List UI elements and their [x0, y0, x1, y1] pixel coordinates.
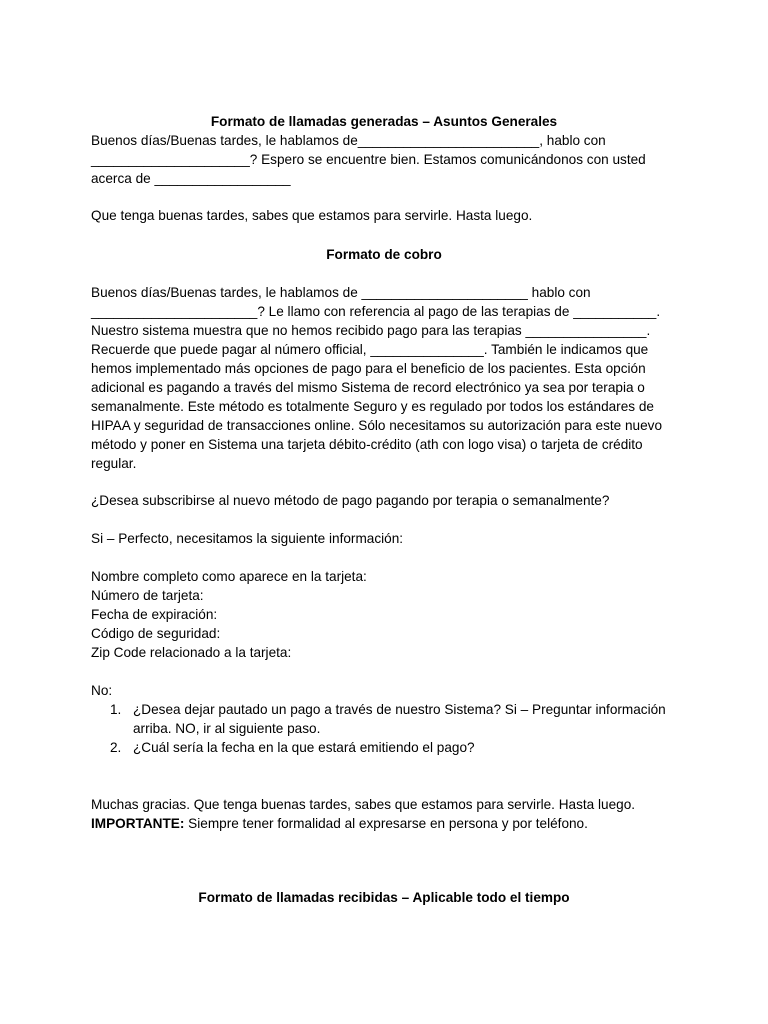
- field-label: Zip Code relacionado a la tarjeta:: [91, 645, 292, 660]
- paragraph-line: Buenos días/Buenas tardes, le hablamos de________________________, hablo con: [91, 133, 606, 148]
- thanks-line: Muchas gracias. Que tenga buenas tardes, sabes que estamos para servirle. Hasta luego.: [91, 797, 636, 812]
- closing-line: Que tenga buenas tardes, sabes que estamos para servirle. Hasta luego.: [91, 208, 533, 223]
- paragraph-line: Recuerde que puede pagar al número official, _______________. También le indicamos que: [91, 342, 649, 357]
- paragraph-line: regular.: [91, 456, 137, 471]
- yes-answer: Si – Perfecto, necesitamos la siguiente información:: [91, 531, 404, 546]
- list-number: 2.: [110, 740, 122, 755]
- field-label: Código de seguridad:: [91, 626, 221, 641]
- paragraph-line: adicional es pagando a través del mismo Sistema de record electrónico ya sea por terapia o: [91, 380, 645, 395]
- paragraph-line: Buenos días/Buenas tardes, le hablamos de ______________________ hablo con: [91, 285, 591, 300]
- important-text: Siempre tener formalidad al expresarse en persona y por teléfono.: [184, 816, 588, 831]
- no-label: No:: [91, 683, 113, 698]
- paragraph-line: ______________________? Le llamo con referencia al pago de las terapias de ___________.: [91, 304, 661, 319]
- list-item-text: arriba. NO, ir al siguiente paso.: [133, 721, 321, 736]
- list-item-text: ¿Cuál sería la fecha en la que estará emitiendo el pago?: [133, 740, 475, 755]
- list-item-text: ¿Desea dejar pautado un pago a través de nuestro Sistema? Si – Preguntar información: [133, 702, 666, 717]
- field-label: Número de tarjeta:: [91, 588, 204, 603]
- paragraph-line: Nuestro sistema muestra que no hemos recibido pago para las terapias ________________.: [91, 323, 651, 338]
- important-note: [91, 814, 588, 833]
- paragraph-line: acerca de __________________: [91, 171, 291, 186]
- paragraph-line: _____________________? Espero se encuentre bien. Estamos comunicándonos con usted: [91, 152, 646, 167]
- field-label: Fecha de expiración:: [91, 607, 218, 622]
- field-label: Nombre completo como aparece en la tarjeta:: [91, 569, 367, 584]
- list-number: 1.: [110, 702, 122, 717]
- paragraph-line: hemos implementado más opciones de pago para el beneficio de los pacientes. Esta opción: [91, 361, 646, 376]
- important-label: IMPORTANTE:: [91, 816, 185, 831]
- section-title-cobro: Formato de cobro: [326, 247, 442, 262]
- paragraph-line: semanalmente. Este método es totalmente Seguro y es regulado por todos los estándares de: [91, 399, 654, 414]
- paragraph-line: HIPAA y seguridad de transacciones online. Sólo necesitamos su autorización para este nuevo: [91, 418, 663, 433]
- subscription-question: ¿Desea subscribirse al nuevo método de pago pagando por terapia o semanalmente?: [91, 493, 610, 508]
- section-title-generales: Formato de llamadas generadas – Asuntos Generales: [210, 114, 558, 129]
- paragraph-line: método y poner en Sistema una tarjeta débito-crédito (ath con logo visa) o tarjeta de crédito: [91, 437, 643, 452]
- section-title-recibidas: Formato de llamadas recibidas – Aplicable todo el tiempo: [198, 890, 570, 905]
